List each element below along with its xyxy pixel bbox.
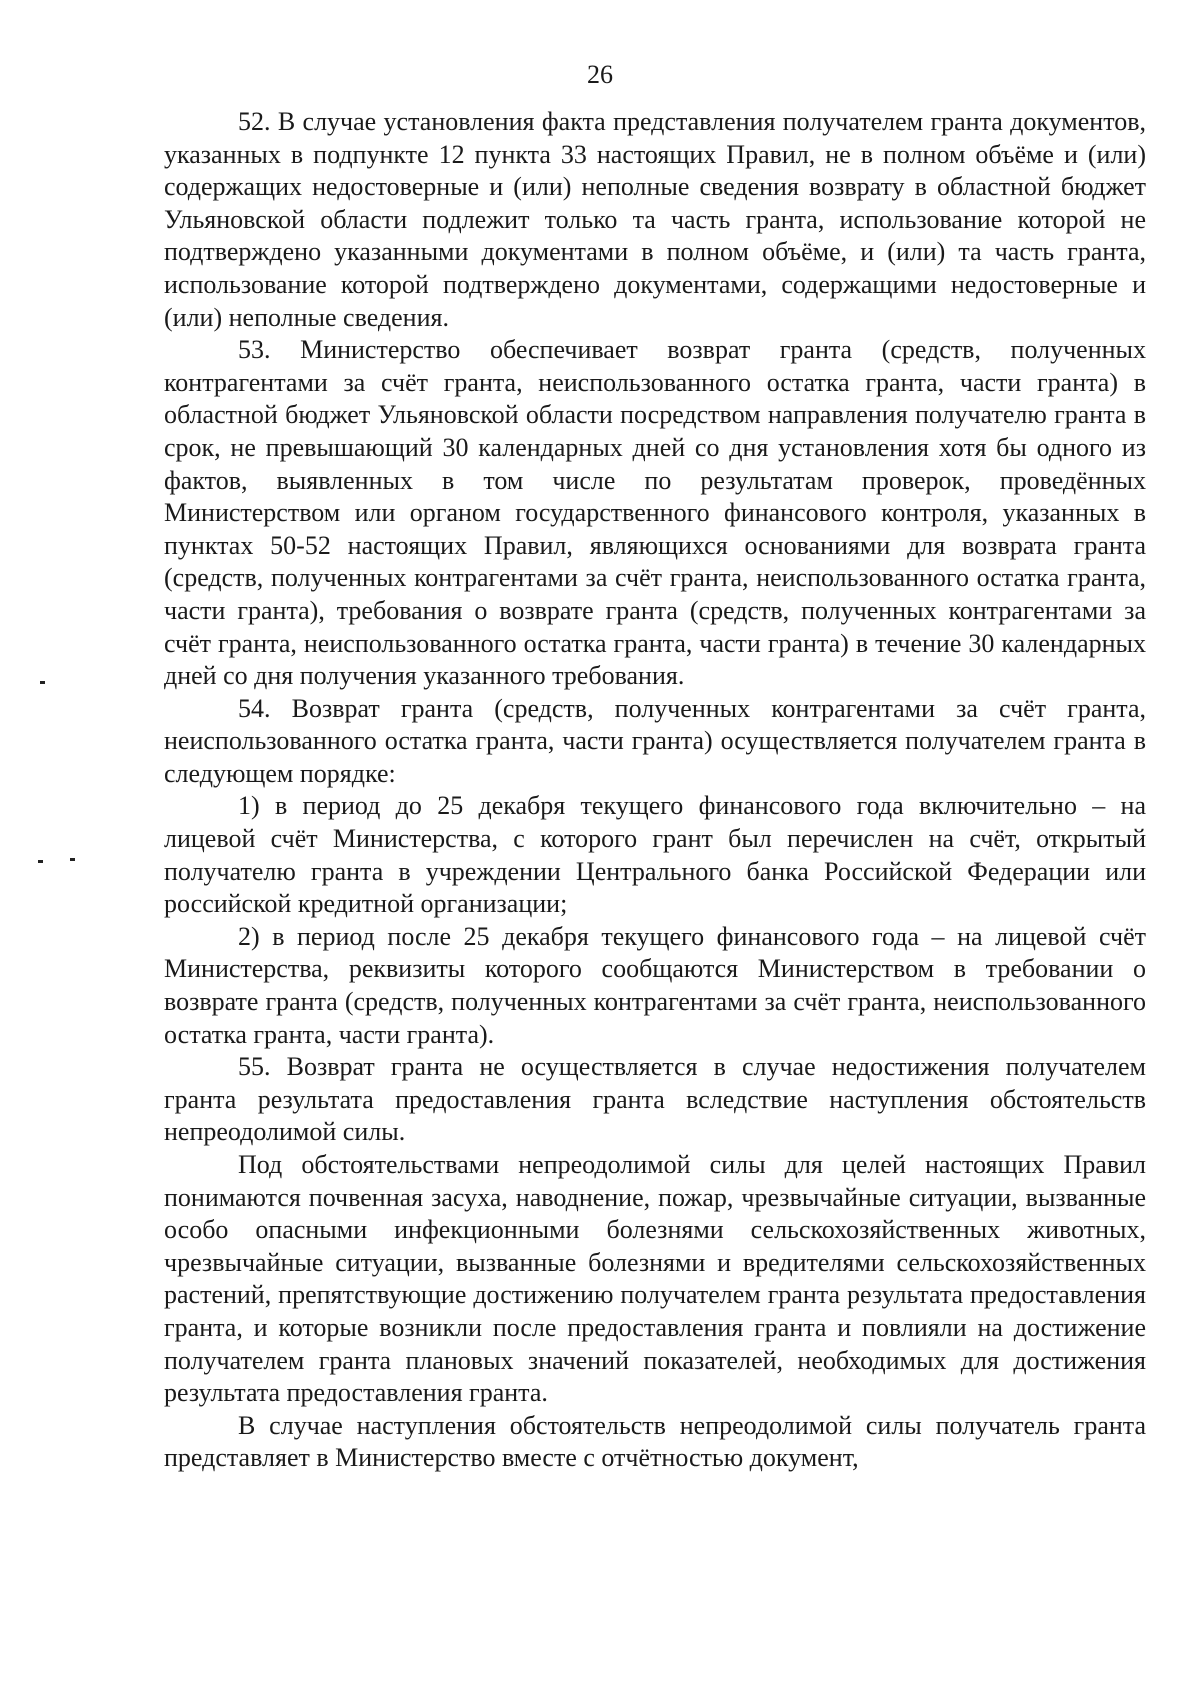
paragraph-53: 53. Министерство обеспечивает возврат гранта (средств, полученных контрагентами за счёт гранта, неиспользованного остатка гранта, части гранта) в областной бюджет Ульяновской области посредством направления получателю гранта в срок, не превышающий 30 календарных дней со дня установления хотя бы одного из фактов, выявленных в том числе по результатам проверок, проведённых Министерством или органом государственного финансового контроля, указанных в пунктах 50-52 настоящих Правил, являющихся основаниями для возврата гранта (средств, полученных контрагентами за счёт гранта, неиспользованного остатка гранта, части гранта), требования о возврате гранта (средств, полученных контрагентами за счёт гранта, неиспользованного остатка гранта, части гранта) в течение 30 календарных дней со дня получения указанного требования. [164, 335, 1146, 691]
page-number: 26 [587, 60, 613, 89]
document-body [164, 106, 1146, 1475]
margin-scan-mark [40, 681, 45, 684]
margin-scan-mark [38, 860, 43, 863]
paragraph-54-item-2: 2) в период после 25 декабря текущего финансового года – на лицевой счёт Министерства, реквизиты которого сообщаются Министерством в требовании о возврате гранта (средств, полученных контрагентами за счёт гранта, неиспользованного остатка гранта, части гранта). [164, 921, 1146, 1049]
paragraph-55: 55. Возврат гранта не осуществляется в случае недостижения получателем гранта результата предоставления гранта вследствие наступления обстоятельств непреодолимой силы. [164, 1052, 1146, 1147]
paragraph-force-majeure-definition: Под обстоятельствами непреодолимой силы для целей настоящих Правил понимаются почвенная засуха, наводнение, пожар, чрезвычайные ситуации, вызванные особо опасными инфекционными болезнями сельскохозяйственных животных, чрезвычайные ситуации, вызванные болезнями и вредителями сельскохозяйственных растений, препятствующие достижению получателем гранта результата предоставления гранта, и которые возникли после предоставления гранта и повлияли на достижение получателем гранта плановых значений показателей, необходимых для достижения результата предоставления гранта. [164, 1150, 1146, 1408]
paragraph-54: 54. Возврат гранта (средств, полученных контрагентами за счёт гранта, неиспользованного остатка гранта, части гранта) осуществляется получателем гранта в следующем порядке: [164, 693, 1146, 788]
paragraph-force-majeure-procedure: В случае наступления обстоятельств непреодолимой силы получатель гранта представляет в Министерство вместе с отчётностью документ, [164, 1410, 1146, 1473]
paragraph-52: 52. В случае установления факта представления получателем гранта документов, указанных в подпункте 12 пункта 33 настоящих Правил, не в полном объёме и (или) содержащих недостоверные и (или) неполные сведения возврату в областной бюджет Ульяновской области подлежит только та часть гранта, использование которой не подтверждено указанными документами в полном объёме, и (или) та часть гранта, использование которой подтверждено документами, содержащими недостоверные и (или) неполные сведения. [164, 107, 1146, 332]
margin-scan-mark [70, 858, 75, 861]
paragraph-54-item-1: 1) в период до 25 декабря текущего финансового года включительно – на лицевой счёт Министерства, с которого грант был перечислен на счёт, открытый получателю гранта в учреждении Центрального банка Российской Федерации или российской кредитной организации; [164, 791, 1146, 919]
